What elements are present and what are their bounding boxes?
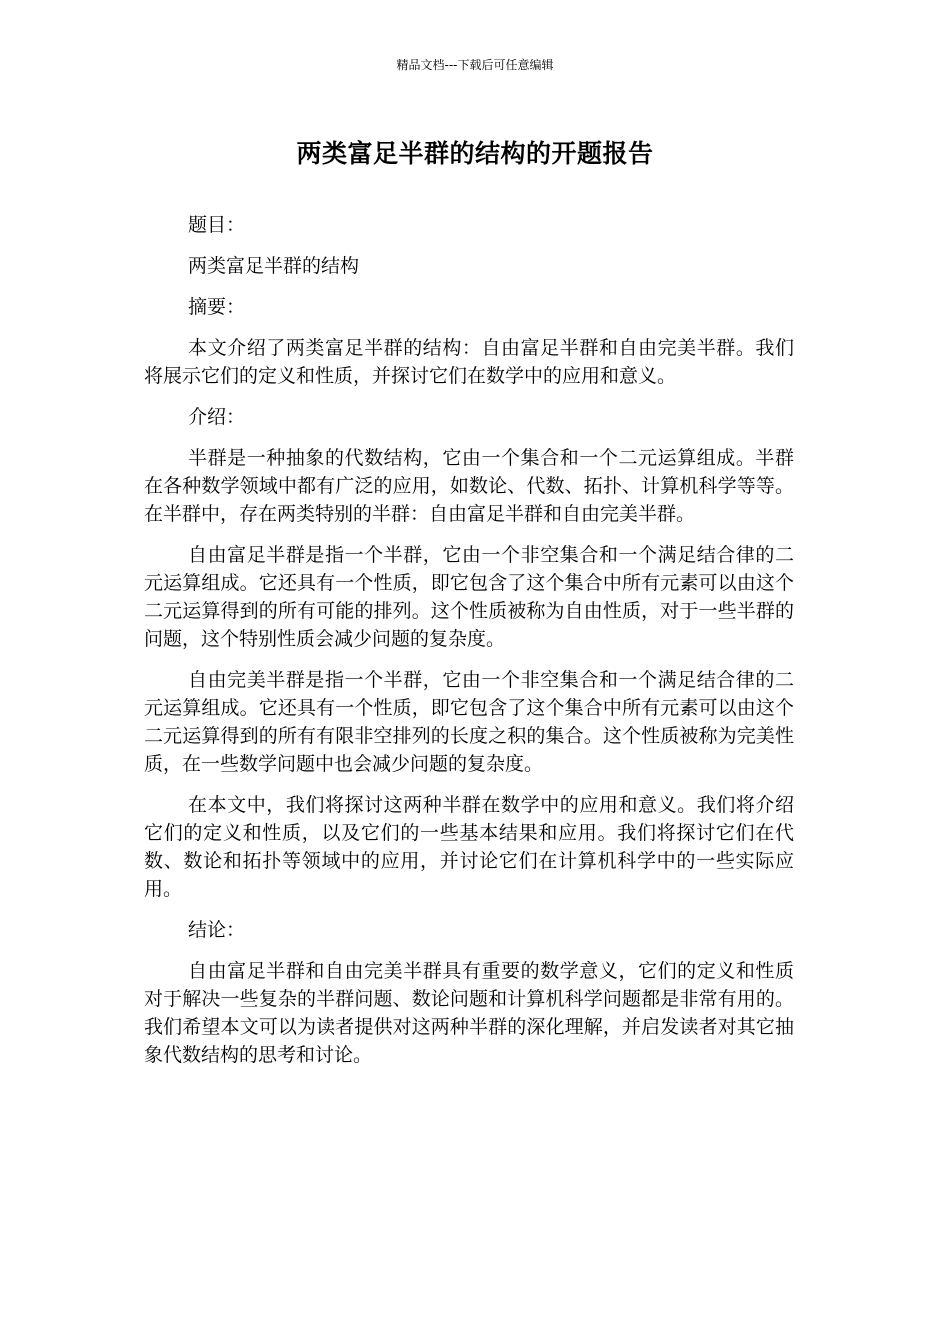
introduction-paragraph-3: 自由完美半群是指一个半群，它由一个非空集合和一个满足结合律的二元运算组成。它还具有一个性质，即它包含了这个集合中所有元素可以由这个二元运算得到的所有有限非空排列的长度之积的集合。这个性质被称为完美性质，在一些数学问题中也会减少问题的复杂度。 <box>144 669 794 775</box>
topic-text: 两类富足半群的结构 <box>188 255 360 277</box>
label-abstract: 摘要： <box>188 296 246 318</box>
document-body <box>144 211 794 1082</box>
abstract-paragraph: 本文介绍了两类富足半群的结构：自由富足半群和自由完美半群。我们将展示它们的定义和性质，并探讨它们在数学中的应用和意义。 <box>144 337 794 387</box>
conclusion-paragraph: 自由富足半群和自由完美半群具有重要的数学意义，它们的定义和性质对于解决一些复杂的半群问题、数论问题和计算机科学问题都是非常有用的。我们希望本文可以为读者提供对这两种半群的深化理解，并启发读者对其它抽象代数结构的思考和讨论。 <box>144 960 794 1066</box>
label-conclusion: 结论： <box>188 919 246 941</box>
introduction-paragraph-1: 半群是一种抽象的代数结构，它由一个集合和一个二元运算组成。半群在各种数学领域中都有广泛的应用，如数论、代数、拓扑、计算机科学等等。在半群中，存在两类特别的半群：自由富足半群和自由完美半群。 <box>144 447 794 525</box>
label-introduction: 介绍： <box>188 406 246 428</box>
introduction-paragraph-4: 在本文中，我们将探讨这两种半群在数学中的应用和意义。我们将介绍它们的定义和性质，以及它们的一些基本结果和应用。我们将探讨它们在代数、数论和拓扑等领域中的应用，并讨论它们在计算机科学中的一些实际应用。 <box>144 794 794 900</box>
introduction-paragraph-2: 自由富足半群是指一个半群，它由一个非空集合和一个满足结合律的二元运算组成。它还具有一个性质，即它包含了这个集合中所有元素可以由这个二元运算得到的所有可能的排列。这个性质被称为自由性质，对于一些半群的问题，这个特别性质会减少问题的复杂度。 <box>144 544 794 650</box>
page-header: 精品文档---下载后可任意编辑 <box>396 58 554 72</box>
label-topic: 题目： <box>188 214 246 236</box>
document-title: 两类富足半群的结构的开题报告 <box>296 139 654 168</box>
